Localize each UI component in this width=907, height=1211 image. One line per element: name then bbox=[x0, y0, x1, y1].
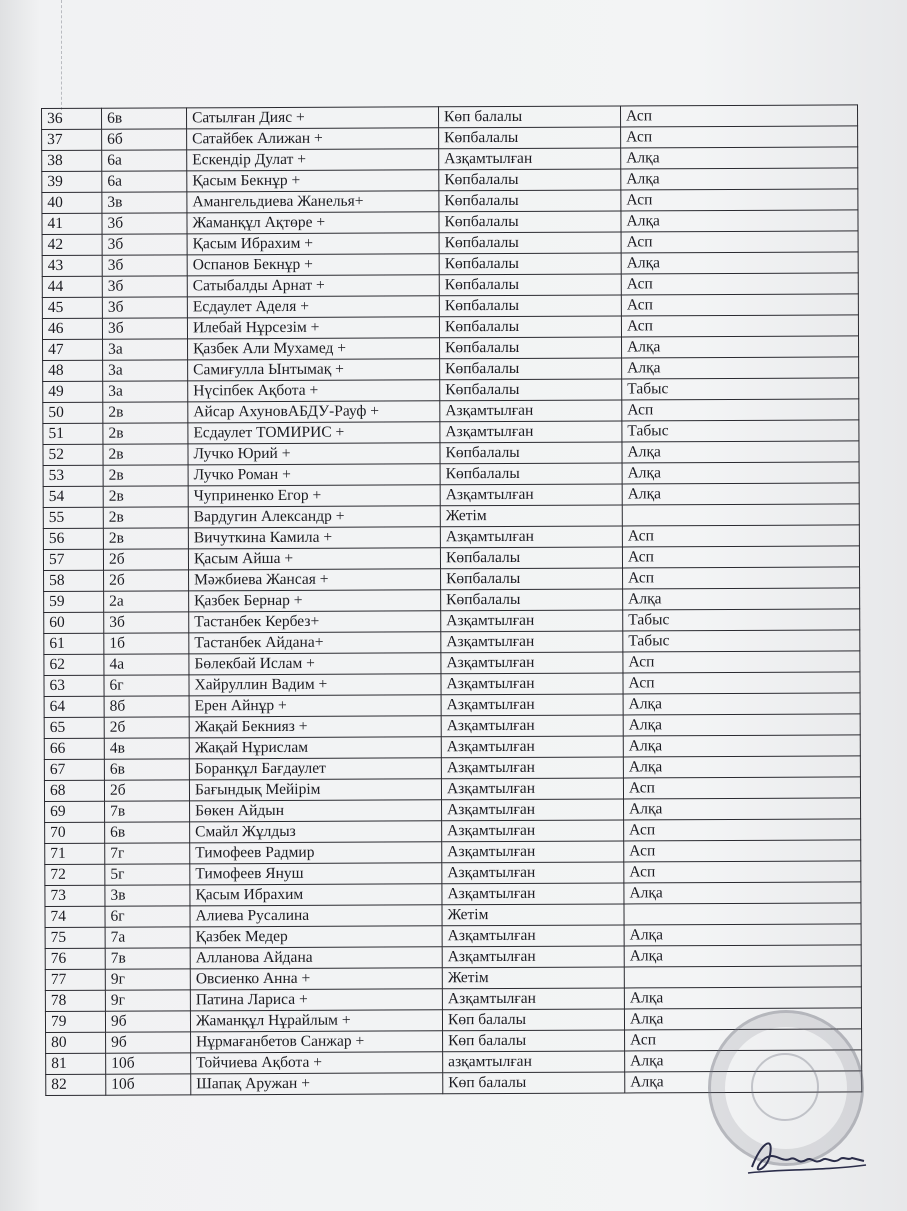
student-name-cell: Вичуткина Камила + bbox=[188, 527, 440, 549]
row-number: 56 bbox=[43, 528, 103, 549]
class-cell: 4в bbox=[104, 738, 189, 759]
student-name-cell: Қазбек Бернар + bbox=[189, 590, 441, 612]
category-cell: Азқамтылған bbox=[442, 862, 624, 884]
category-cell: Көп балалы bbox=[443, 1072, 625, 1094]
student-name-cell: Жақай Нұрислам bbox=[189, 737, 441, 759]
aid-type-cell: Алқа bbox=[623, 588, 860, 610]
student-name-cell: Қасым Ибрахим + bbox=[187, 233, 439, 255]
aid-type-cell: Асп bbox=[622, 546, 859, 568]
aid-type-cell: Асп bbox=[624, 861, 861, 883]
row-number: 62 bbox=[44, 654, 104, 675]
aid-type-cell: Алқа bbox=[623, 714, 860, 736]
category-cell: Азқамтылған bbox=[440, 484, 622, 506]
student-name-cell: Сатайбек Алижан + bbox=[187, 128, 439, 150]
row-number: 41 bbox=[42, 213, 102, 234]
row-number: 46 bbox=[42, 318, 102, 339]
aid-type-cell: Алқа bbox=[622, 357, 859, 379]
student-name-cell: Сатылған Дияс + bbox=[187, 107, 439, 129]
row-number: 55 bbox=[43, 507, 103, 528]
category-cell: Көпбалалы bbox=[441, 568, 623, 590]
row-number: 52 bbox=[43, 444, 103, 465]
class-cell: 2в bbox=[103, 444, 188, 465]
row-number: 74 bbox=[45, 906, 105, 927]
row-number: 58 bbox=[44, 570, 104, 591]
class-cell: 10б bbox=[106, 1053, 191, 1074]
class-cell: 3б bbox=[102, 276, 187, 297]
category-cell: Көпбалалы bbox=[439, 211, 621, 233]
row-number: 82 bbox=[46, 1074, 106, 1095]
row-number: 59 bbox=[44, 591, 104, 612]
class-cell: 6б bbox=[102, 129, 187, 150]
aid-type-cell: Табыс bbox=[622, 378, 859, 400]
class-cell: 3а bbox=[103, 339, 188, 360]
row-number: 65 bbox=[44, 717, 104, 738]
student-name-cell: Сатыбалды Арнат + bbox=[187, 275, 439, 297]
student-name-cell: Оспанов Бекнұр + bbox=[187, 254, 439, 276]
category-cell: Көпбалалы bbox=[440, 337, 622, 359]
aid-type-cell: Асп bbox=[621, 273, 858, 295]
row-number: 47 bbox=[43, 339, 103, 360]
category-cell: Жетім bbox=[442, 904, 624, 926]
class-cell: 3в bbox=[105, 885, 190, 906]
student-name-cell: Тимофеев Януш bbox=[190, 863, 442, 885]
category-cell: Азқамтылған bbox=[441, 631, 623, 653]
class-cell: 8б bbox=[104, 696, 189, 717]
category-cell: Көпбалалы bbox=[440, 442, 622, 464]
class-cell: 7в bbox=[105, 948, 190, 969]
row-number: 71 bbox=[45, 843, 105, 864]
category-cell: Жетім bbox=[440, 505, 622, 527]
aid-type-cell: Алқа bbox=[622, 462, 859, 484]
row-number: 63 bbox=[44, 675, 104, 696]
student-name-cell: Жаманқұл Ақтөре + bbox=[187, 212, 439, 234]
class-cell: 6г bbox=[105, 906, 190, 927]
row-number: 48 bbox=[43, 360, 103, 381]
row-number: 80 bbox=[46, 1032, 106, 1053]
class-cell: 4а bbox=[104, 654, 189, 675]
row-number: 38 bbox=[42, 150, 102, 171]
class-cell: 2в bbox=[103, 528, 188, 549]
aid-type-cell: Алқа bbox=[624, 798, 861, 820]
student-name-cell: Қасым Ибрахим bbox=[190, 884, 442, 906]
row-number: 45 bbox=[42, 297, 102, 318]
category-cell: Көпбалалы bbox=[440, 463, 622, 485]
category-cell: Азқамтылған bbox=[441, 673, 623, 695]
student-name-cell: Бағындық Мейірім bbox=[189, 779, 441, 801]
category-cell: Азқамтылған bbox=[442, 988, 624, 1010]
class-cell: 2б bbox=[104, 780, 189, 801]
aid-type-cell: Асп bbox=[623, 777, 860, 799]
aid-type-cell: Асп bbox=[620, 105, 857, 127]
student-name-cell: Мәжбиева Жансая + bbox=[189, 569, 441, 591]
row-number: 73 bbox=[45, 885, 105, 906]
category-cell: Азқамтылған bbox=[441, 610, 623, 632]
class-cell: 2в bbox=[103, 402, 188, 423]
paper-fold-line bbox=[61, 0, 63, 110]
class-cell: 7г bbox=[105, 843, 190, 864]
class-cell: 2а bbox=[104, 591, 189, 612]
aid-type-cell: Асп bbox=[622, 399, 859, 421]
aid-type-cell: Алқа bbox=[622, 483, 859, 505]
row-number: 36 bbox=[42, 108, 102, 129]
aid-type-cell: Асп bbox=[623, 567, 860, 589]
student-name-cell: Чуприненко Егор + bbox=[188, 485, 440, 507]
class-cell: 9г bbox=[105, 990, 190, 1011]
row-number: 40 bbox=[42, 192, 102, 213]
category-cell: Азқамтылған bbox=[440, 526, 622, 548]
class-cell: 1б bbox=[104, 633, 189, 654]
aid-type-cell: Асп bbox=[625, 1029, 862, 1051]
student-name-cell: Есдаулет ТОМИРИС + bbox=[188, 422, 440, 444]
student-name-cell: Қазбек Али Мухамед + bbox=[188, 338, 440, 360]
class-cell: 6в bbox=[102, 108, 187, 129]
class-cell: 3а bbox=[103, 381, 188, 402]
class-cell: 9б bbox=[105, 1011, 190, 1032]
student-name-cell: Бөкен Айдын bbox=[190, 800, 442, 822]
student-name-cell: Лучко Роман + bbox=[188, 464, 440, 486]
aid-type-cell: Алқа bbox=[621, 252, 858, 274]
student-name-cell: Ерен Айнұр + bbox=[189, 695, 441, 717]
aid-type-cell: Табыс bbox=[623, 630, 860, 652]
class-cell: 9б bbox=[106, 1032, 191, 1053]
category-cell: Көпбалалы bbox=[439, 253, 621, 275]
class-cell: 3б bbox=[104, 612, 189, 633]
student-name-cell: Ескендір Дулат + bbox=[187, 149, 439, 171]
student-name-cell: Илебай Нұрсезім + bbox=[187, 317, 439, 339]
student-name-cell: Тастанбек Кербез+ bbox=[189, 611, 441, 633]
aid-type-cell: Табыс bbox=[622, 420, 859, 442]
category-cell: Азқамтылған bbox=[441, 652, 623, 674]
student-name-cell: Шапақ Аружан + bbox=[191, 1073, 443, 1095]
category-cell: Көпбалалы bbox=[439, 190, 621, 212]
aid-type-cell: Алқа bbox=[624, 945, 861, 967]
student-name-cell: Қасым Бекнұр + bbox=[187, 170, 439, 192]
row-number: 54 bbox=[43, 486, 103, 507]
class-cell: 2в bbox=[103, 423, 188, 444]
aid-type-cell: Алқа bbox=[625, 1071, 862, 1093]
row-number: 76 bbox=[45, 948, 105, 969]
seal-emblem bbox=[751, 1053, 819, 1121]
aid-type-cell: Алқа bbox=[622, 336, 859, 358]
aid-type-cell: Асп bbox=[621, 126, 858, 148]
class-cell: 2в bbox=[103, 465, 188, 486]
row-number: 78 bbox=[45, 990, 105, 1011]
category-cell: Азқамтылған bbox=[441, 778, 623, 800]
category-cell: Азқамтылған bbox=[442, 925, 624, 947]
class-cell: 3в bbox=[102, 192, 187, 213]
class-cell: 6а bbox=[102, 150, 187, 171]
category-cell: Көпбалалы bbox=[440, 379, 622, 401]
category-cell: Көпбалалы bbox=[439, 127, 621, 149]
category-cell: азқамтылған bbox=[443, 1051, 625, 1073]
class-cell: 3б bbox=[102, 255, 187, 276]
class-cell: 2б bbox=[104, 570, 189, 591]
aid-type-cell: Асп bbox=[621, 315, 858, 337]
aid-type-cell: Алқа bbox=[621, 210, 858, 232]
row-number: 43 bbox=[42, 255, 102, 276]
student-name-cell: Смайл Жұлдыз bbox=[190, 821, 442, 843]
class-cell: 5г bbox=[105, 864, 190, 885]
category-cell: Көпбалалы bbox=[439, 316, 621, 338]
student-name-cell: Нүсіпбек Ақбота + bbox=[188, 380, 440, 402]
class-cell: 6в bbox=[104, 759, 189, 780]
class-cell: 9г bbox=[105, 969, 190, 990]
category-cell: Азқамтылған bbox=[441, 736, 623, 758]
category-cell: Азқамтылған bbox=[440, 421, 622, 443]
student-name-cell: Алиева Русалина bbox=[190, 905, 442, 927]
row-number: 44 bbox=[42, 276, 102, 297]
aid-type-cell: Асп bbox=[622, 525, 859, 547]
aid-type-cell: Алқа bbox=[623, 693, 860, 715]
student-name-cell: Тастанбек Айдана+ bbox=[189, 632, 441, 654]
row-number: 81 bbox=[46, 1053, 106, 1074]
student-name-cell: Тойчиева Ақбота + bbox=[191, 1052, 443, 1074]
row-number: 66 bbox=[44, 738, 104, 759]
row-number: 39 bbox=[42, 171, 102, 192]
class-cell: 7в bbox=[105, 801, 190, 822]
class-cell: 6а bbox=[102, 171, 187, 192]
row-number: 50 bbox=[43, 402, 103, 423]
aid-type-cell: Алқа bbox=[624, 924, 861, 946]
row-number: 69 bbox=[45, 801, 105, 822]
category-cell: Азқамтылған bbox=[442, 946, 624, 968]
class-cell: 6в bbox=[105, 822, 190, 843]
row-number: 72 bbox=[45, 864, 105, 885]
row-number: 37 bbox=[42, 129, 102, 150]
row-number: 68 bbox=[44, 780, 104, 801]
student-name-cell: Жақай Бекнияз + bbox=[189, 716, 441, 738]
class-cell: 2в bbox=[103, 507, 188, 528]
student-name-cell: Нұрмағанбетов Санжар + bbox=[191, 1031, 443, 1053]
category-cell: Азқамтылған bbox=[441, 757, 623, 779]
student-name-cell: Амангельдиева Жанелья+ bbox=[187, 191, 439, 213]
aid-type-cell: Асп bbox=[621, 231, 858, 253]
aid-type-cell: Алқа bbox=[624, 1008, 861, 1030]
class-cell: 2б bbox=[104, 717, 189, 738]
category-cell: Азқамтылған bbox=[440, 400, 622, 422]
aid-type-cell: Асп bbox=[621, 294, 858, 316]
aid-type-cell: Алқа bbox=[621, 147, 858, 169]
student-name-cell: Алланова Айдана bbox=[190, 947, 442, 969]
row-number: 57 bbox=[43, 549, 103, 570]
category-cell: Көпбалалы bbox=[441, 589, 623, 611]
category-cell: Көпбалалы bbox=[439, 295, 621, 317]
category-cell: Көпбалалы bbox=[440, 358, 622, 380]
class-cell: 6г bbox=[104, 675, 189, 696]
student-name-cell: Хайруллин Вадим + bbox=[189, 674, 441, 696]
student-name-cell: Овсиенко Анна + bbox=[190, 968, 442, 990]
category-cell: Көп балалы bbox=[438, 106, 620, 128]
category-cell: Көп балалы bbox=[443, 1030, 625, 1052]
row-number: 75 bbox=[45, 927, 105, 948]
aid-type-cell: Асп bbox=[621, 189, 858, 211]
row-number: 79 bbox=[45, 1011, 105, 1032]
category-cell: Азқамтылған bbox=[441, 694, 623, 716]
student-name-cell: Қасым Айша + bbox=[188, 548, 440, 570]
student-name-cell: Жаманқұл Нұрайлым + bbox=[190, 1010, 442, 1032]
student-name-cell: Қазбек Медер bbox=[190, 926, 442, 948]
student-name-cell: Есдаулет Аделя + bbox=[187, 296, 439, 318]
class-cell: 7а bbox=[105, 927, 190, 948]
student-name-cell: Бөлекбай Ислам + bbox=[189, 653, 441, 675]
student-roster-table bbox=[41, 104, 862, 1096]
category-cell: Азқамтылған bbox=[442, 820, 624, 842]
row-number: 70 bbox=[45, 822, 105, 843]
aid-type-cell: Алқа bbox=[622, 441, 859, 463]
category-cell: Азқамтылған bbox=[442, 883, 624, 905]
category-cell: Азқамтылған bbox=[439, 148, 621, 170]
student-name-cell: Вардугин Александр + bbox=[188, 506, 440, 528]
class-cell: 2б bbox=[103, 549, 188, 570]
category-cell: Азқамтылған bbox=[441, 715, 623, 737]
class-cell: 2в bbox=[103, 486, 188, 507]
class-cell: 3б bbox=[102, 297, 187, 318]
class-cell: 3б bbox=[102, 318, 187, 339]
class-cell: 3б bbox=[102, 213, 187, 234]
row-number: 42 bbox=[42, 234, 102, 255]
aid-type-cell: Алқа bbox=[625, 1050, 862, 1072]
row-number: 49 bbox=[43, 381, 103, 402]
aid-type-cell bbox=[624, 903, 861, 925]
category-cell: Көпбалалы bbox=[439, 169, 621, 191]
student-name-cell: Патина Лариса + bbox=[190, 989, 442, 1011]
student-name-cell: Айсар АхуновАБДУ-Рауф + bbox=[188, 401, 440, 423]
student-name-cell: Боранқұл Бағдаулет bbox=[189, 758, 441, 780]
category-cell: Көп балалы bbox=[442, 1009, 624, 1031]
aid-type-cell: Алқа bbox=[624, 987, 861, 1009]
aid-type-cell: Алқа bbox=[624, 882, 861, 904]
roster-body bbox=[42, 105, 862, 1096]
row-number: 64 bbox=[44, 696, 104, 717]
row-number: 77 bbox=[45, 969, 105, 990]
class-cell: 3а bbox=[103, 360, 188, 381]
aid-type-cell bbox=[622, 504, 859, 526]
category-cell: Азқамтылған bbox=[442, 841, 624, 863]
student-name-cell: Лучко Юрий + bbox=[188, 443, 440, 465]
category-cell: Көпбалалы bbox=[440, 547, 622, 569]
aid-type-cell: Асп bbox=[624, 819, 861, 841]
aid-type-cell bbox=[624, 966, 861, 988]
category-cell: Көпбалалы bbox=[439, 274, 621, 296]
handwritten-signature bbox=[740, 1125, 870, 1185]
category-cell: Азқамтылған bbox=[442, 799, 624, 821]
class-cell: 10б bbox=[106, 1074, 191, 1095]
aid-type-cell: Табыс bbox=[623, 609, 860, 631]
row-number: 61 bbox=[44, 633, 104, 654]
aid-type-cell: Алқа bbox=[623, 735, 860, 757]
class-cell: 3б bbox=[102, 234, 187, 255]
row-number: 60 bbox=[44, 612, 104, 633]
row-number: 51 bbox=[43, 423, 103, 444]
student-name-cell: Тимофеев Радмир bbox=[190, 842, 442, 864]
student-name-cell: Самиғулла Ынтымақ + bbox=[188, 359, 440, 381]
category-cell: Көпбалалы bbox=[439, 232, 621, 254]
row-number: 67 bbox=[44, 759, 104, 780]
aid-type-cell: Алқа bbox=[623, 756, 860, 778]
aid-type-cell: Асп bbox=[624, 840, 861, 862]
aid-type-cell: Асп bbox=[623, 651, 860, 673]
row-number: 53 bbox=[43, 465, 103, 486]
category-cell: Жетім bbox=[442, 967, 624, 989]
aid-type-cell: Асп bbox=[623, 672, 860, 694]
aid-type-cell: Алқа bbox=[621, 168, 858, 190]
